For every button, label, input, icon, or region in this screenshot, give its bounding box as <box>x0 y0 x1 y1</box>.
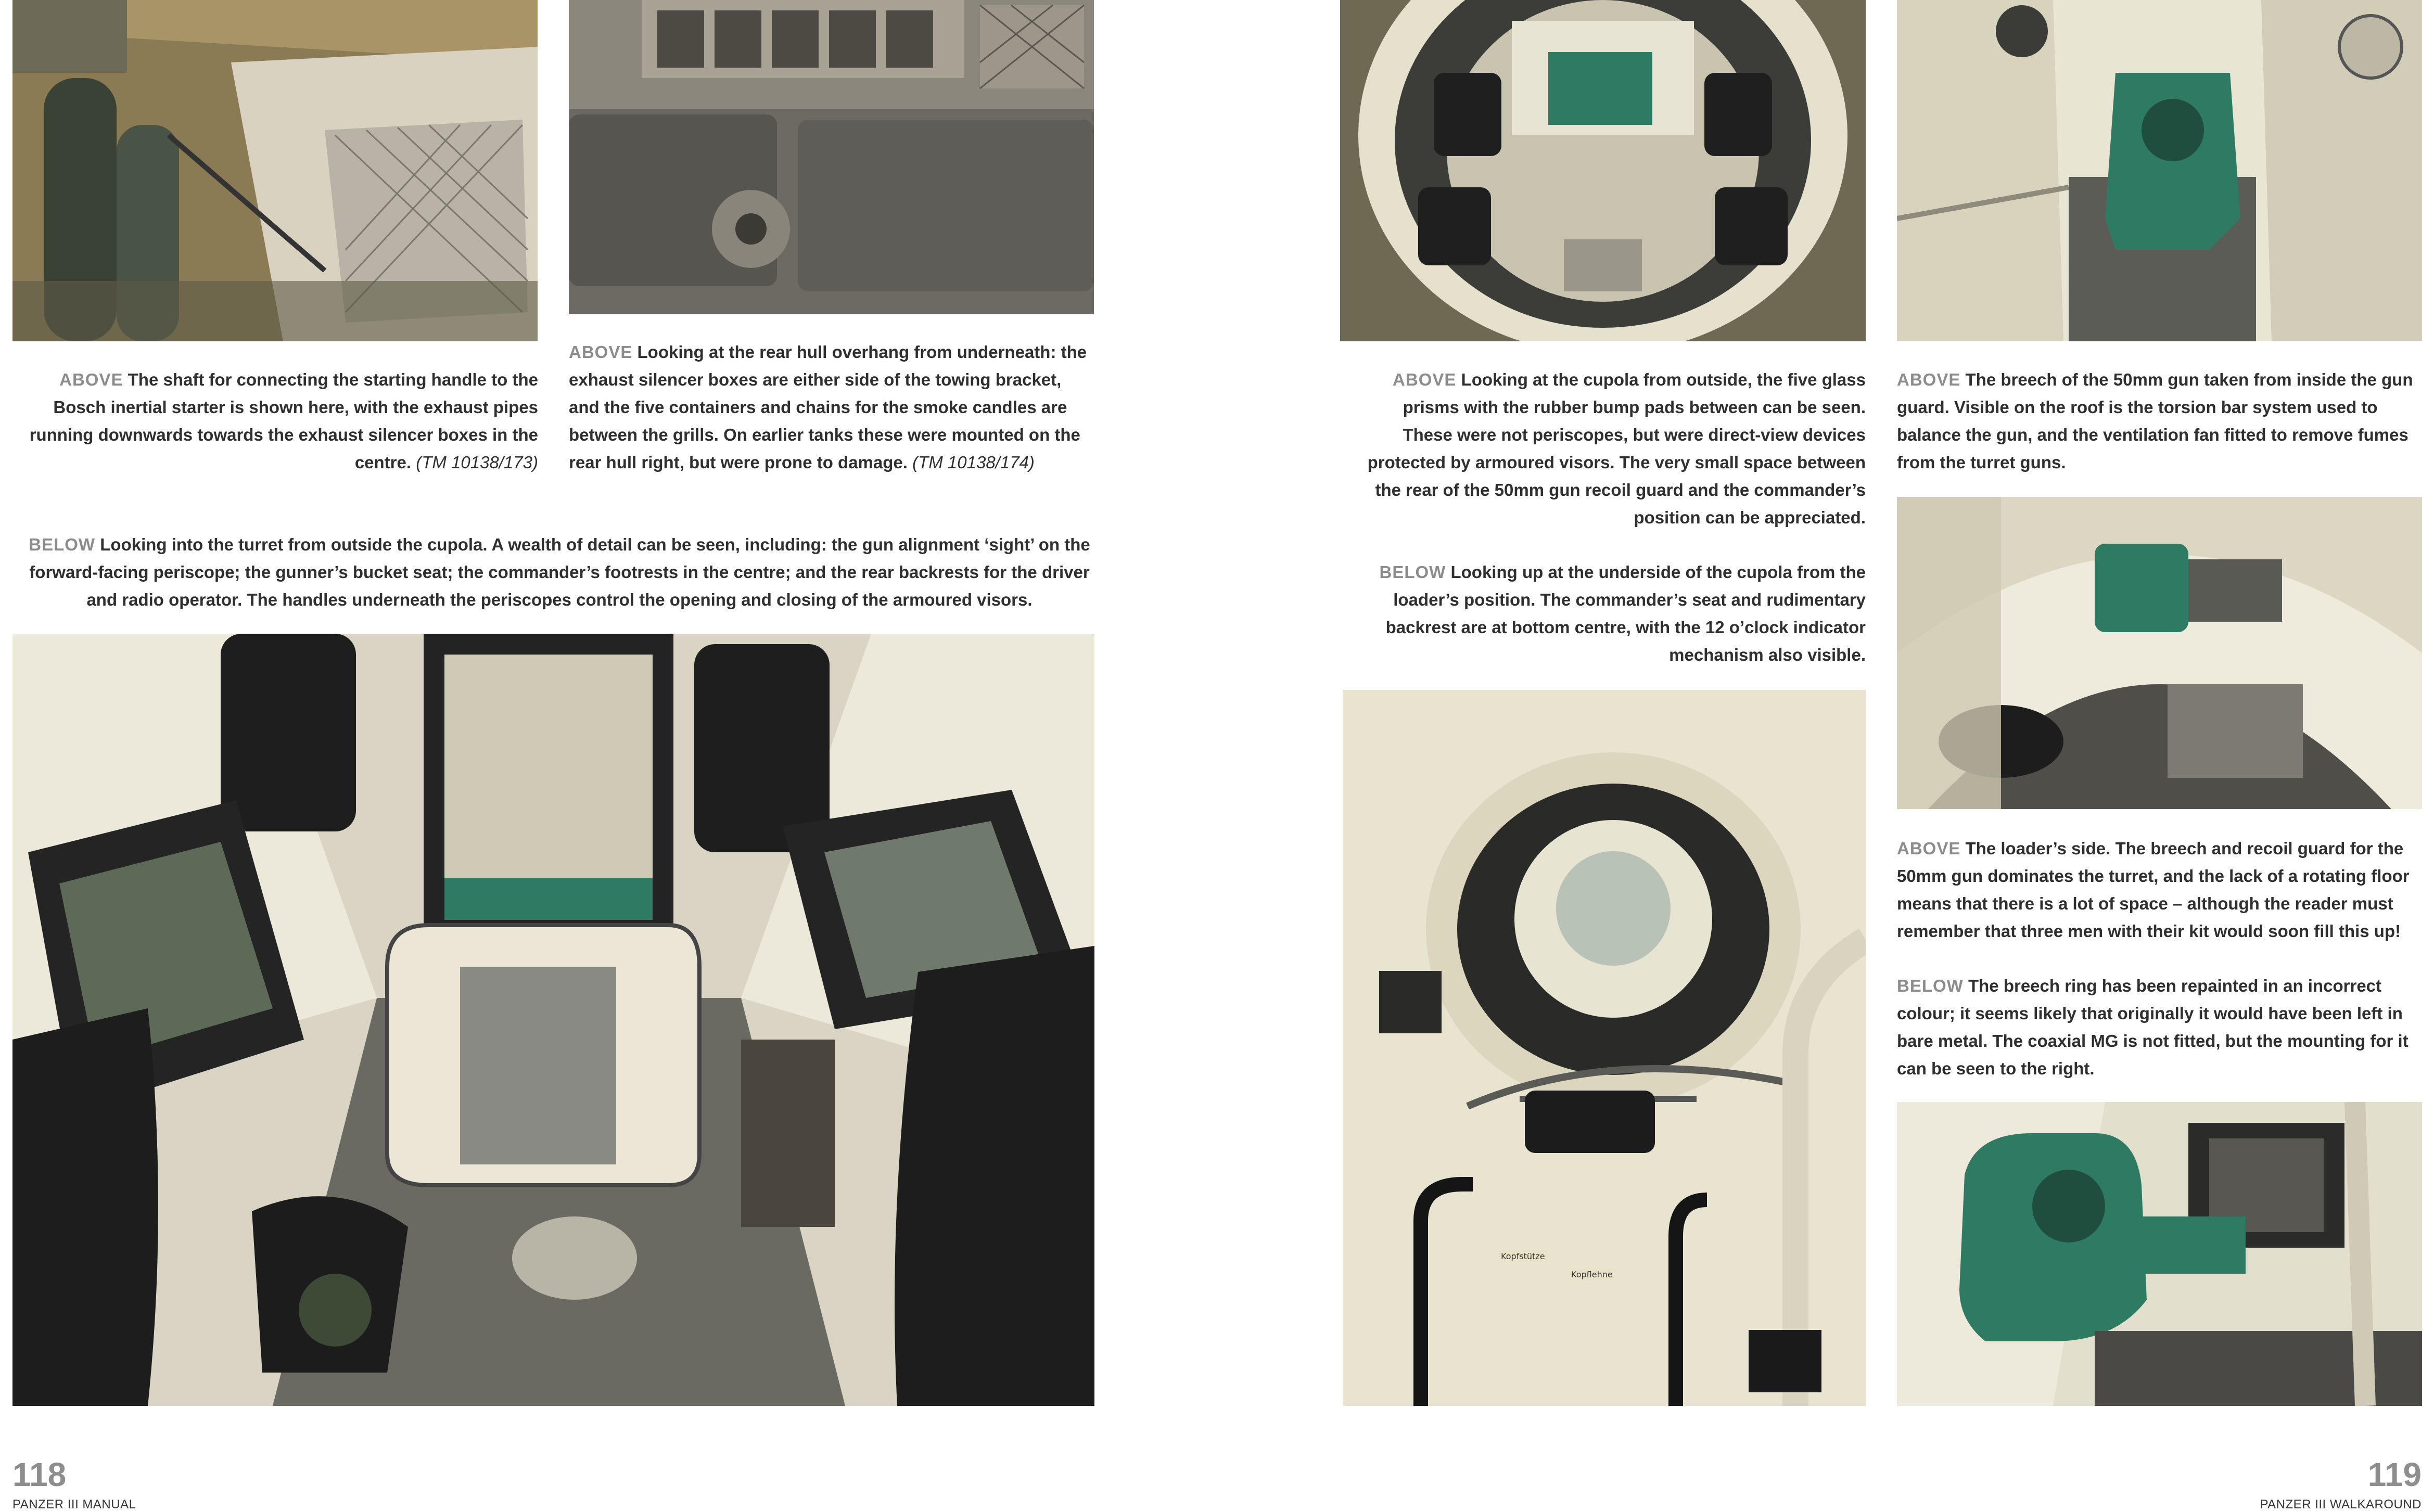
page-number-right: 119 <box>2367 1456 2422 1493</box>
caption-label: ABOVE <box>1897 370 1961 389</box>
caption-text: The breech of the 50mm gun taken from inside the gun guard. Visible on the roof is the torsion bar system used to balance the gun, and the ventilation fan fitted to remove fumes from the turret guns. <box>1897 370 2413 472</box>
loaders-side-caption <box>1897 835 2425 945</box>
cupola-outside-photo <box>1340 0 1866 341</box>
caption-text: Looking at the cupola from outside, the five glass prisms with the rubber bump pads between can be seen. These were not periscopes, but were direct-view devices protected by armoured visors. The very small space between the rear of the 50mm gun recoil guard and the commander’s position can be appreciated. <box>1367 370 1866 527</box>
caption-label: ABOVE <box>1393 370 1457 389</box>
caption-text: Looking into the turret from outside the cupola. A wealth of detail can be seen, including: the gun alignment ‘sight’ on the forward-facing periscope; the gunner’s bucket seat; the commander’s footrests in the centre; and the rear backrests for the driver and radio operator. The handles underneath the periscopes control the opening and closing of the armoured visors. <box>29 535 1090 609</box>
breech-gun-guard-photo <box>1897 0 2422 341</box>
caption-label: BELOW <box>1379 562 1446 582</box>
caption-text: The breech ring has been repainted in an incorrect colour; it seems likely that originally it would have been left in bare metal. The coaxial MG is not fitted, but the mounting for it can be seen to the right. <box>1897 976 2408 1078</box>
turret-interior-photo <box>12 634 1094 1406</box>
breech-caption <box>1897 366 2425 476</box>
exhaust-pipes-photo <box>12 0 538 341</box>
page-number-left: 118 <box>12 1456 67 1493</box>
caption-label: BELOW <box>1897 976 1964 995</box>
breech-ring-caption <box>1897 972 2425 1082</box>
breech-ring-photo <box>1897 1102 2422 1406</box>
turret-interior-caption <box>23 531 1096 613</box>
rear-hull-photo <box>569 0 1094 314</box>
running-footer-left: PANZER III MANUAL <box>12 1497 136 1511</box>
caption-label: ABOVE <box>1897 839 1961 858</box>
cupola-underside-photo <box>1343 690 1866 1406</box>
rear-hull-caption <box>569 338 1095 476</box>
stencil-label-left: Kopfstütze <box>1499 1250 1547 1262</box>
cupola-underside-caption <box>1350 558 1866 669</box>
caption-text: The shaft for connecting the starting handle to the Bosch inertial starter is shown here, with the exhaust pipes running downwards towards the exhaust silencer boxes in the centre. <box>29 370 538 472</box>
caption-reference: (TM 10138/174) <box>912 453 1035 472</box>
caption-label: BELOW <box>29 535 96 554</box>
caption-text: The loader’s side. The breech and recoil guard for the 50mm gun dominates the turret, and the lack of a rotating floor means that there is a lot of space – although the reader must remember that three men with their kit would soon fill this up! <box>1897 839 2410 941</box>
running-footer-right: PANZER III WALKAROUND <box>2260 1497 2422 1511</box>
caption-label: ABOVE <box>569 342 633 362</box>
caption-reference: (TM 10138/173) <box>416 453 538 472</box>
caption-label: ABOVE <box>59 370 123 389</box>
caption-text: Looking at the rear hull overhang from underneath: the exhaust silencer boxes are either side of the towing bracket, and the five containers and chains for the smoke candles are between the grills. On earlier tanks these were mounted on the rear hull right, but were prone to damage. <box>569 342 1087 472</box>
stencil-label-right: Kopflehne <box>1569 1268 1615 1280</box>
starter-shaft-caption <box>23 366 538 476</box>
loaders-side-photo <box>1897 497 2422 809</box>
caption-text: Looking up at the underside of the cupola from the loader’s position. The commander’s seat and rudimentary backrest are at bottom centre, with the 12 o’clock indicator mechanism also visible. <box>1385 562 1866 664</box>
cupola-outside-caption <box>1350 366 1866 531</box>
